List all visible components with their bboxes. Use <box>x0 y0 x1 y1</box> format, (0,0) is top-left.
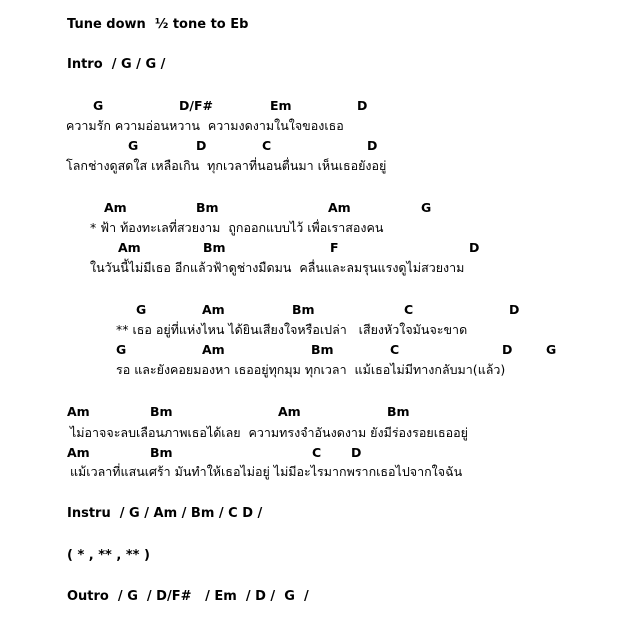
chord: D <box>196 138 207 153</box>
lyric-line: ไม่อาจจะลบเลือนภาพเธอได้เลย ความทรงจำอันงดงาม ยังมีร่องรอยเธออยู่ <box>70 425 468 440</box>
chord: Am <box>202 342 225 357</box>
tune-header: Tune down ½ tone to Eb <box>67 17 249 32</box>
chord: D <box>509 302 520 317</box>
chord: G <box>128 138 139 153</box>
chord: G <box>136 302 147 317</box>
chord: Bm <box>203 240 226 255</box>
chord: Am <box>104 200 127 215</box>
chord: Bm <box>196 200 219 215</box>
lyric-line: ความรัก ความอ่อนหวาน ความงดงามในใจของเธอ <box>66 118 344 133</box>
lyric-line: * ฟ้า ท้องทะเลที่สวยงาม ถูกออกแบบไว้ เพื่อเราสองคน <box>90 220 384 235</box>
chord: F <box>330 240 339 255</box>
lyric-line: ** เธอ อยู่ที่แห่งไหน ได้ยินเสียงใจหรือเปล่า เสียงหัวใจมันจะขาด <box>116 322 468 337</box>
chord: C <box>390 342 400 357</box>
chord: D <box>367 138 378 153</box>
chord: Bm <box>292 302 315 317</box>
intro-line: Intro / G / G / <box>67 57 166 72</box>
chord: G <box>93 98 104 113</box>
lyric-line: ในวันนี้ไม่มีเธอ อีกแล้วฟ้าดูช่างมืดมน คลื่นและลมรุนแรงดูไม่สวยงาม <box>90 260 465 275</box>
instru-line: Instru / G / Am / Bm / C D / <box>67 506 263 521</box>
chord: Bm <box>150 404 173 419</box>
chord: C <box>262 138 272 153</box>
chord: Em <box>270 98 292 113</box>
chord: Am <box>202 302 225 317</box>
chord: Am <box>278 404 301 419</box>
chord: G <box>546 342 557 357</box>
repeat-marker: ( * , ** , ** ) <box>67 548 150 563</box>
chord: Bm <box>311 342 334 357</box>
chord: Am <box>328 200 351 215</box>
chord: Am <box>67 404 90 419</box>
chord: D <box>351 445 362 460</box>
chord: G <box>116 342 127 357</box>
chord: Bm <box>150 445 173 460</box>
lyric-line: รอ และยังคอยมองหา เธออยู่ทุกมุม ทุกเวลา แม้เธอไม่มีทางกลับมา(แล้ว) <box>116 362 506 377</box>
chord: D <box>469 240 480 255</box>
chord: C <box>312 445 322 460</box>
chord: C <box>404 302 414 317</box>
lyric-line: แม้เวลาที่แสนเศร้า มันทำให้เธอไม่อยู่ ไม่มีอะไรมากพรากเธอไปจากใจฉัน <box>70 464 463 479</box>
chord: Am <box>118 240 141 255</box>
chord: D <box>502 342 513 357</box>
outro-line: Outro / G / D/F# / Em / D / G / <box>67 589 309 604</box>
chord: D <box>357 98 368 113</box>
chord: G <box>421 200 432 215</box>
chord: Bm <box>387 404 410 419</box>
chord: Am <box>67 445 90 460</box>
chord: D/F# <box>179 98 213 113</box>
lyric-line: โลกช่างดูสดใส เหลือเกิน ทุกเวลาที่นอนตื่นมา เห็นเธอยังอยู่ <box>66 158 387 173</box>
